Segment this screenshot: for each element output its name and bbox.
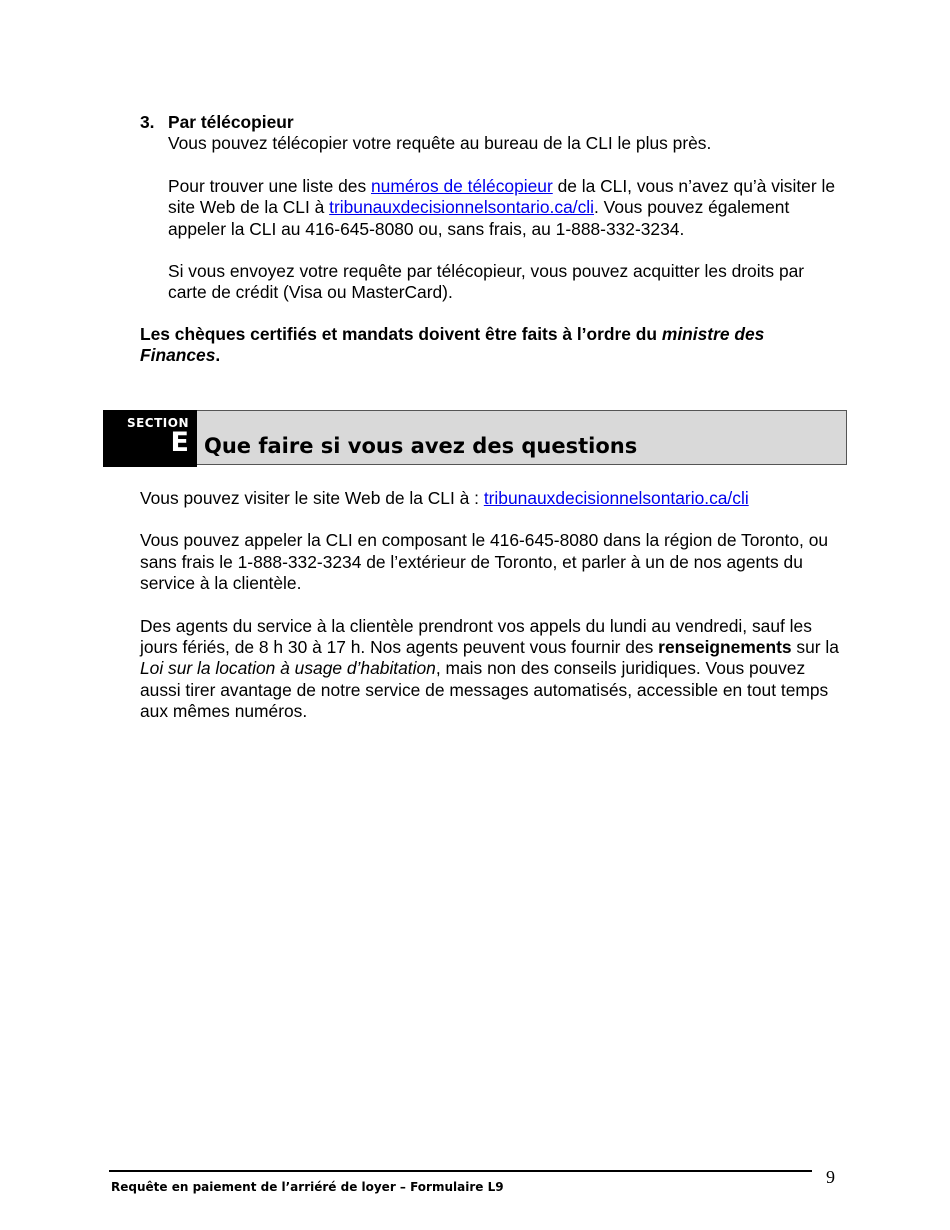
fax-paragraph-2-text-b: de la CLI, vous n’avez qu’à visiter le site Web de la CLI à — [168, 175, 836, 218]
section-e-paragraph-3-law-title: Loi sur la location à usage d’habitation — [140, 658, 436, 679]
section-e-body — [140, 488, 840, 723]
fax-paragraph-3: Si vous envoyez votre requête par télécopieur, vous pouvez acquitter les droits par carte de crédit (Visa ou MasterCard). — [168, 261, 805, 303]
fax-instructions-body — [168, 112, 840, 304]
footer-title: Requête en paiement de l’arriéré de loyer – Formulaire L9 — [111, 1180, 504, 1194]
fax-numbers-link[interactable]: numéros de télécopieur — [371, 175, 553, 196]
section-e-paragraph-3-bold: renseignements — [658, 637, 792, 658]
cheque-note-payee: ministre des Finances — [140, 324, 765, 366]
fax-paragraph-1: Vous pouvez télécopier votre requête au bureau de la CLI le plus près. — [168, 133, 712, 154]
fax-paragraph-2-text-a: Pour trouver une liste des — [168, 175, 371, 196]
section-e-paragraph-3-text-b: sur la — [791, 637, 839, 658]
cheque-note — [140, 324, 840, 367]
fax-heading: Par télécopieur — [168, 112, 294, 132]
fax-instructions — [140, 112, 840, 304]
section-e-paragraph-1 — [140, 488, 840, 509]
list-number: 3. — [140, 112, 155, 132]
section-tag — [103, 410, 197, 467]
fax-paragraph-2-text-c: . Vous pouvez également appeler la CLI au 416-645-8080 ou, sans frais, au 1-888-332-3234. — [168, 197, 790, 239]
fax-paragraph-2 — [168, 176, 840, 240]
section-e-paragraph-1-text: Vous pouvez visiter le site Web de la CLI à : — [140, 488, 484, 508]
cli-website-link-2[interactable]: tribunauxdecisionnelsontario.ca/cli — [483, 488, 749, 508]
section-e-banner — [103, 410, 847, 465]
cheque-note-text-a: Les chèques certifiés et mandats doivent être faits à l’ordre du — [140, 324, 662, 344]
section-e-paragraph-3 — [140, 616, 840, 723]
section-e-paragraph-2: Vous pouvez appeler la CLI en composant le 416-645-8080 dans la région de Toronto, ou sans frais le 1-888-332-3234 de l’extérieur de Toronto, et parler à un de nos agents du service à la clientèle. — [140, 530, 829, 594]
page-number: 9 — [826, 1167, 835, 1187]
cli-website-link[interactable]: tribunauxdecisionnelsontario.ca/cli — [329, 197, 595, 218]
section-e-paragraph-3-text-a: Des agents du service à la clientèle prendront vos appels du lundi au vendredi, sauf les jours fériés, de 8 h 30 à 17 h. Nos agents peuvent vous fournir des — [140, 615, 812, 658]
section-word: SECTION — [126, 416, 189, 430]
section-title: Que faire si vous avez des questions — [204, 434, 638, 458]
footer-rule — [109, 1170, 812, 1172]
section-letter: E — [170, 427, 189, 458]
cheque-note-text-b: . — [215, 345, 221, 366]
section-e-paragraph-3-text-c: , mais non des conseils juridiques. Vous pouvez aussi tirer avantage de notre service de messages automatisés, accessible en tout temps aux mêmes numéros. — [140, 658, 829, 722]
